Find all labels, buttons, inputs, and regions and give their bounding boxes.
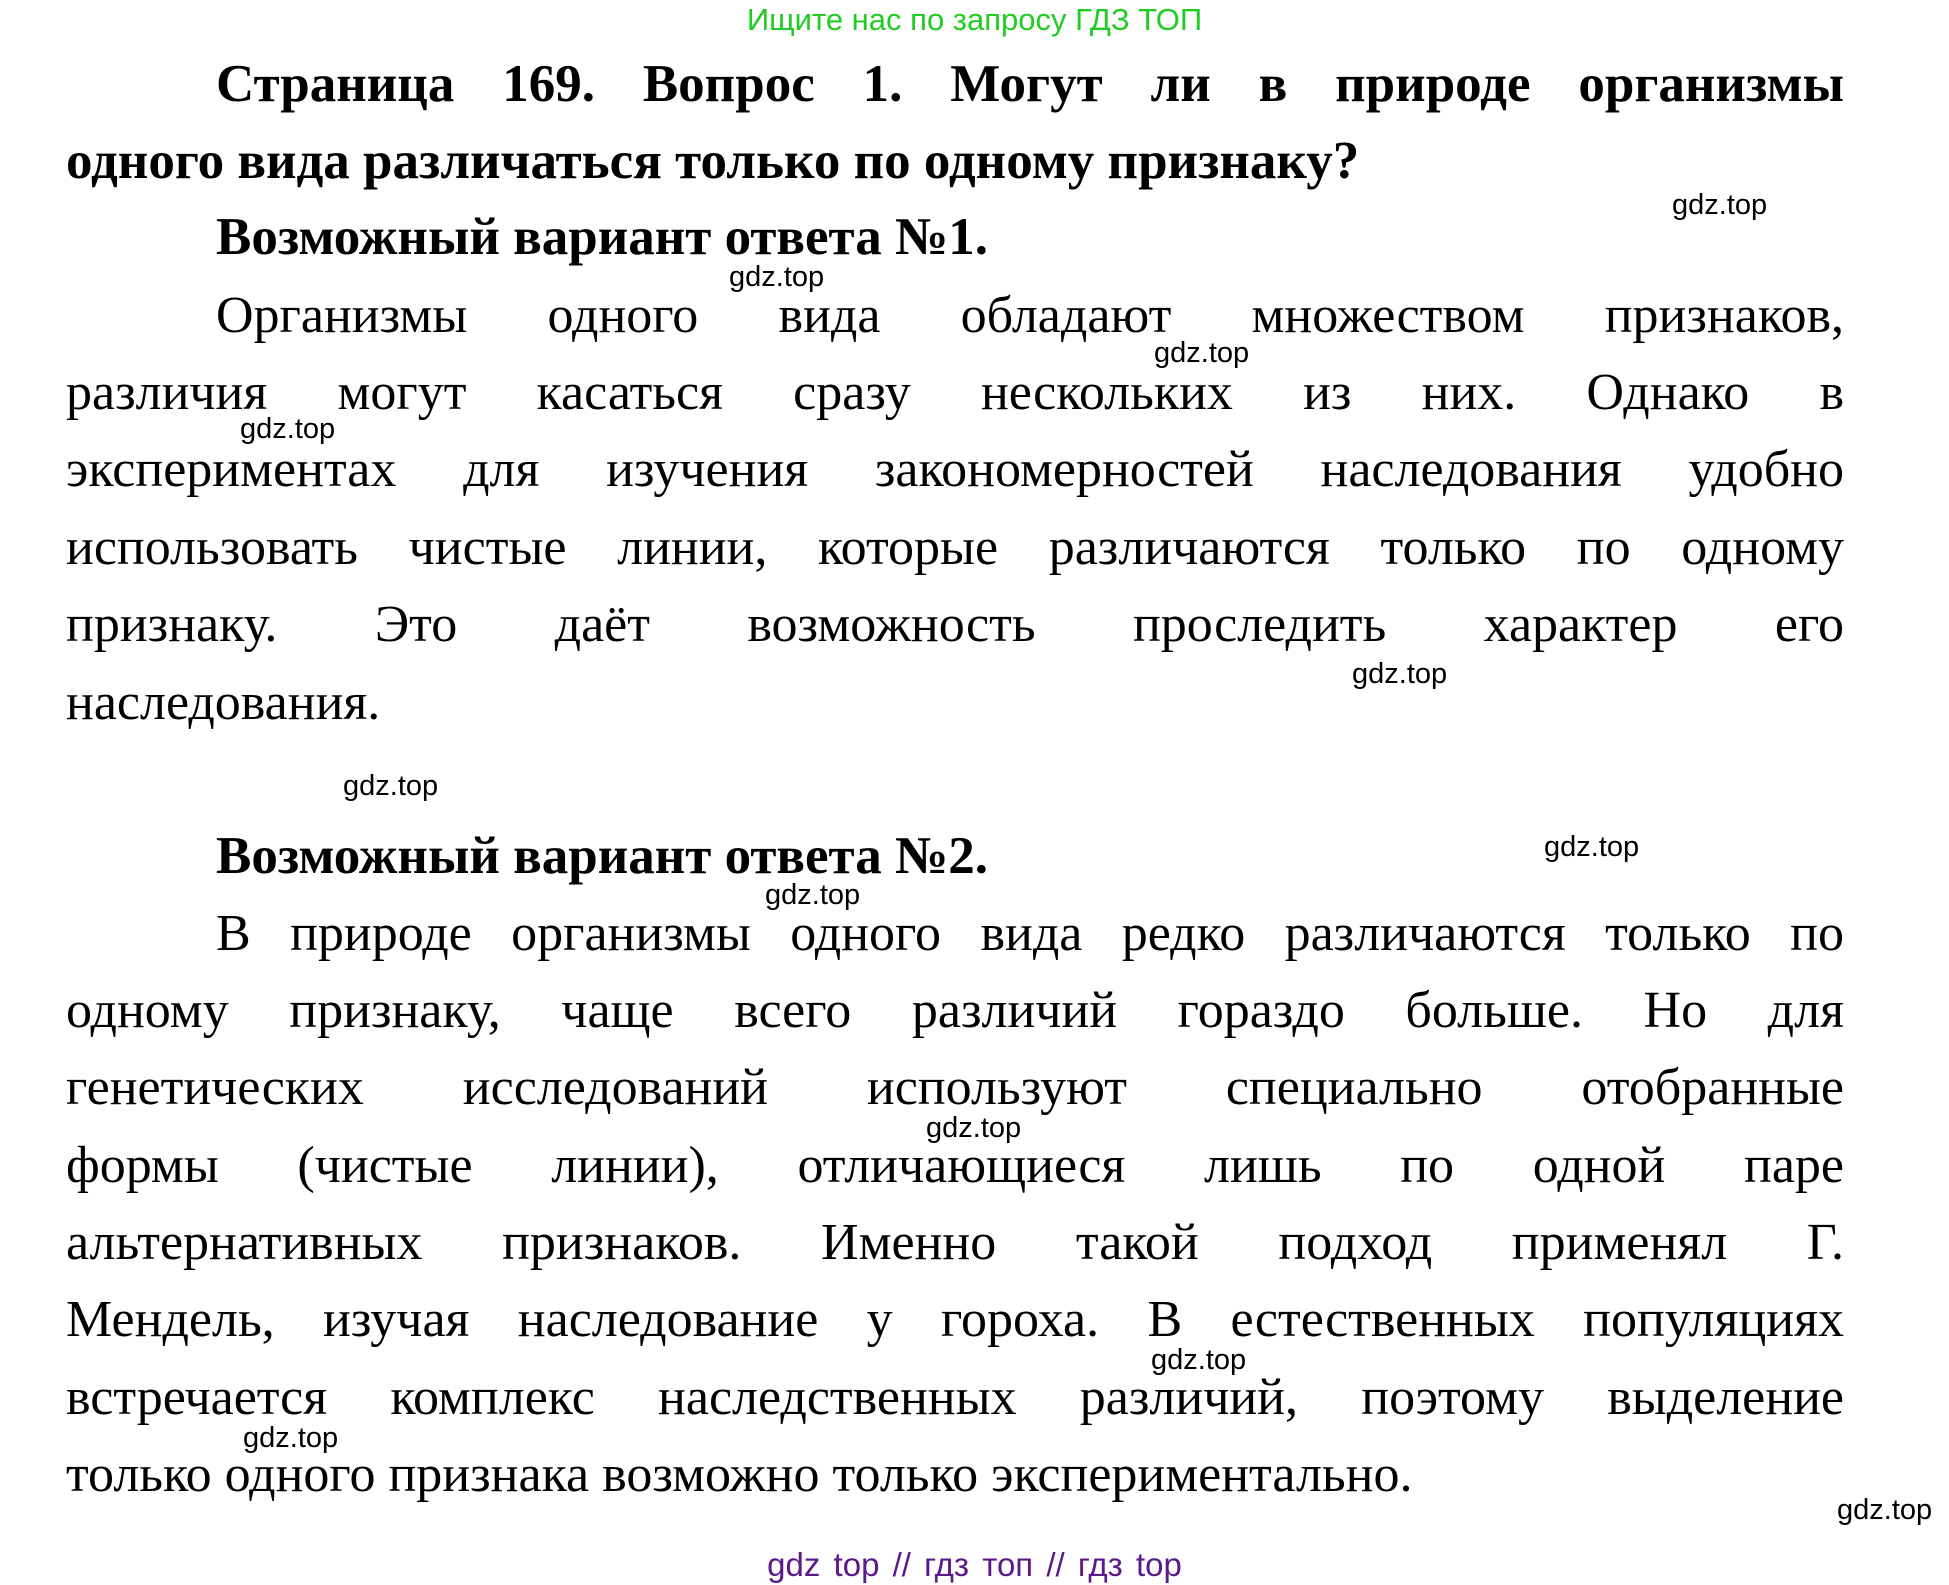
- watermark: gdz.top: [240, 413, 336, 445]
- search-banner: Ищите нас по запросу ГДЗ ТОП: [746, 2, 1203, 37]
- question-title-line-2: одного вида различаться только по одному признаку?: [66, 132, 1360, 190]
- watermark: gdz.top: [1837, 1494, 1933, 1526]
- watermark: gdz.top: [765, 879, 861, 911]
- answer-2-line: встречается комплекс наследственных различий, поэтому выделение: [66, 1369, 1844, 1426]
- watermark: gdz.top: [729, 261, 825, 293]
- watermark: gdz.top: [1544, 831, 1640, 863]
- watermark: gdz.top: [1352, 658, 1448, 690]
- watermark: gdz.top: [1154, 337, 1250, 369]
- answer-2-line: только одного признака возможно только экспериментально.: [66, 1446, 1413, 1503]
- watermark: gdz.top: [243, 1422, 339, 1454]
- answer-2-line: Мендель, изучая наследование у гороха. В естественных популяциях: [66, 1291, 1844, 1348]
- answer-2-line: альтернативных признаков. Именно такой подход применял Г.: [66, 1214, 1844, 1271]
- watermark: gdz.top: [1151, 1344, 1247, 1376]
- watermark: gdz.top: [926, 1112, 1022, 1144]
- watermark: gdz.top: [343, 770, 439, 802]
- answer-2-line: одному признаку, чаще всего различий гораздо больше. Но для: [66, 982, 1844, 1039]
- answer-1-line: наследования.: [66, 674, 381, 731]
- footer-links: gdz top // гдз топ // гдз top: [767, 1546, 1182, 1583]
- answer-2-line: формы (чистые линии), отличающиеся лишь по одной паре: [66, 1137, 1844, 1194]
- question-title-line-1: Страница 169. Вопрос 1. Могут ли в природе организмы: [216, 55, 1844, 113]
- answer-1-line: различия могут касаться сразу нескольких из них. Однако в: [66, 364, 1844, 421]
- answer-2-heading: Возможный вариант ответа №2.: [216, 827, 988, 885]
- answer-1-line: признаку. Это даёт возможность проследить характер его: [66, 596, 1844, 653]
- answer-1-line: Организмы одного вида обладают множеством признаков,: [216, 287, 1844, 344]
- answer-1-heading: Возможный вариант ответа №1.: [216, 208, 988, 266]
- answer-2-line: генетических исследований используют специально отобранные: [66, 1059, 1844, 1116]
- answer-1-line: использовать чистые линии, которые различаются только по одному: [66, 519, 1844, 576]
- watermark: gdz.top: [1672, 189, 1768, 221]
- answer-1-line: экспериментах для изучения закономерностей наследования удобно: [66, 441, 1844, 498]
- answer-2-line: В природе организмы одного вида редко различаются только по: [216, 905, 1844, 962]
